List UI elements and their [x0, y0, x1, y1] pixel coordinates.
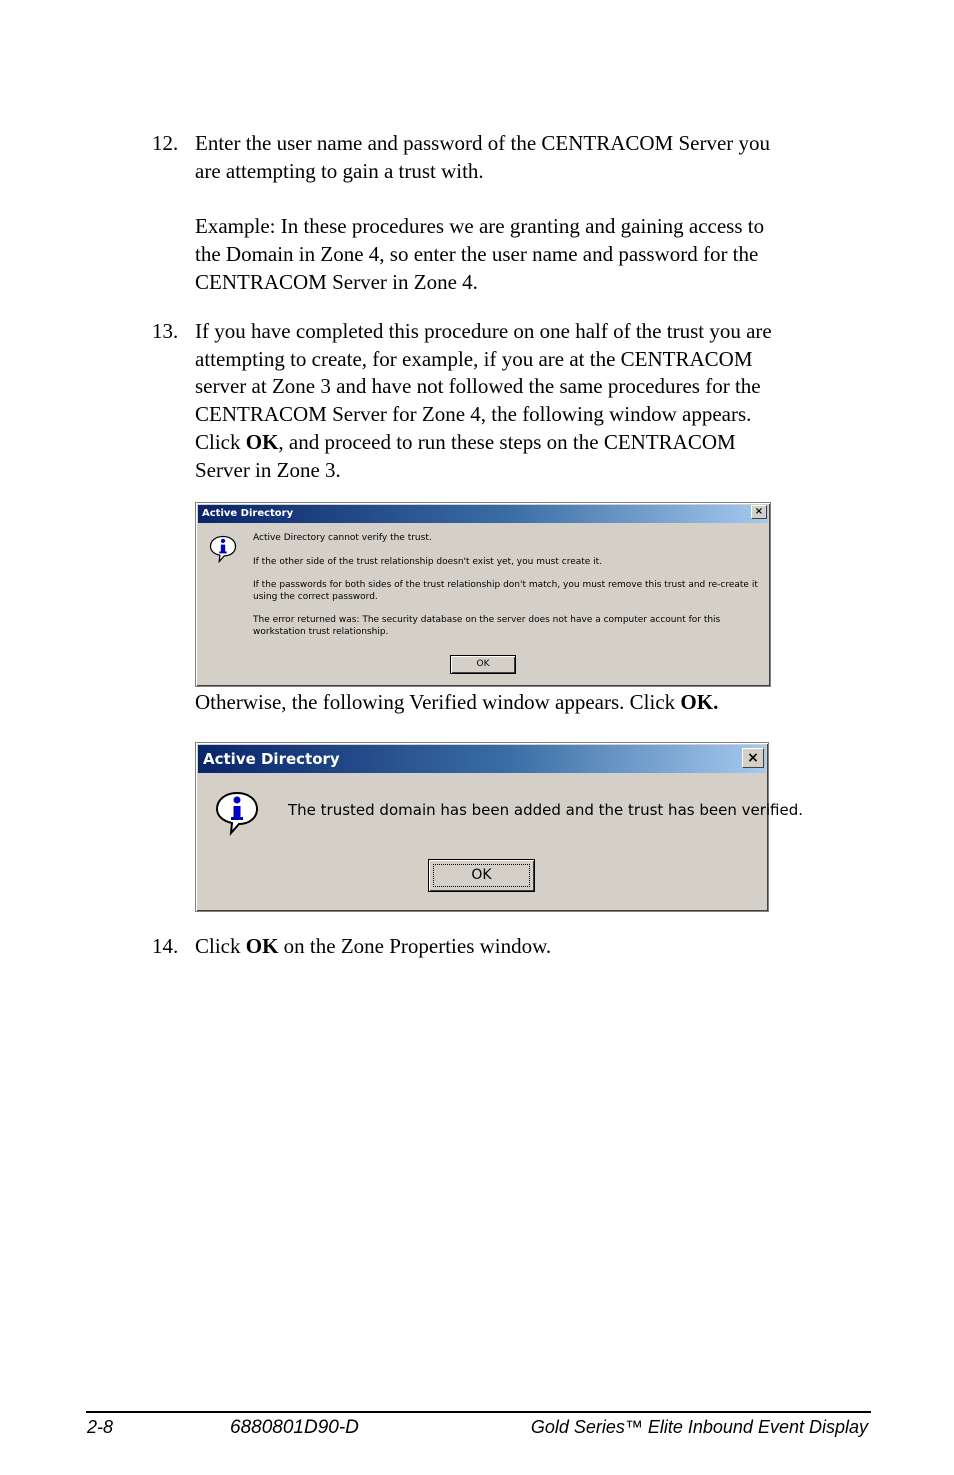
page-number: 2-8 — [87, 1417, 114, 1437]
text: on the Zone Properties window. — [278, 934, 552, 958]
dialog-title: Active Directory — [202, 508, 294, 519]
info-icon — [213, 789, 261, 837]
step-number: 14. — [152, 934, 179, 958]
manual-title: Gold Series™ Elite Inbound Event Display — [530, 1417, 868, 1437]
step-body — [195, 130, 865, 297]
close-button[interactable]: × — [751, 505, 767, 519]
ok-emphasis: OK. — [680, 690, 719, 714]
step-line — [195, 933, 865, 961]
text: Click — [195, 934, 246, 958]
trust-verified-dialog — [195, 742, 804, 912]
footer-rule — [86, 1411, 871, 1413]
ok-button[interactable] — [428, 859, 535, 892]
dialog-titlebar — [198, 505, 768, 523]
ok-emphasis: OK — [245, 934, 279, 958]
dialog-messages — [253, 533, 763, 650]
step-number: 13. — [152, 319, 179, 343]
cannot-verify-dialog — [195, 502, 771, 687]
dialog-message: If the other side of the trust relationship doesn't exist yet, you must create it. — [253, 556, 603, 567]
step-body — [195, 933, 865, 961]
close-button[interactable]: × — [742, 748, 764, 768]
focus-ring — [433, 864, 530, 887]
dialog-message: Active Directory cannot verify the trust. — [253, 533, 432, 543]
dialog-titlebar — [198, 745, 766, 773]
step-number: 12. — [152, 131, 179, 155]
text: Otherwise, the following Verified window appears. Click — [195, 690, 681, 714]
dialog-message: The error returned was: The security database on the server does not have a computer account for this workstation trust relationship. — [253, 615, 721, 637]
ok-emphasis: OK — [245, 429, 279, 454]
otherwise-text — [195, 688, 718, 716]
example-line: CENTRACOM Server in Zone 4. — [195, 269, 478, 294]
info-icon — [208, 534, 238, 564]
step-body — [195, 318, 865, 484]
step-line: If you have completed this procedure on one half of the trust you are — [195, 319, 772, 343]
example-line: Example: In these procedures we are granting and gaining access to — [195, 214, 765, 239]
ok-button[interactable]: OK — [450, 655, 516, 674]
step-line: attempting to create, for example, if you are at the CENTRACOM — [195, 346, 753, 371]
step-line: Server in Zone 3. — [195, 457, 341, 482]
document-number: 6880801D90-D — [230, 1417, 359, 1438]
dialog-message: If the passwords for both sides of the trust relationship don't match, you must remove this trust and re-create it using the correct password. — [253, 580, 758, 602]
step-line: server at Zone 3 and have not followed the same procedures for the — [195, 374, 761, 399]
step-line: CENTRACOM Server for Zone 4, the following window appears. — [195, 402, 752, 427]
ok-label: OK — [471, 867, 492, 883]
dialog-message: The trusted domain has been added and the trust has been verified. — [288, 801, 804, 819]
step-line: are attempting to gain a trust with. — [195, 158, 484, 183]
text: , and proceed to run these steps on the CENTRACOM — [278, 429, 736, 454]
step-line — [195, 429, 865, 457]
step-line: Enter the user name and password of the CENTRACOM Server you — [195, 131, 771, 155]
example-line: the Domain in Zone 4, so enter the user name and password for the — [195, 242, 759, 267]
dialog-title: Active Directory — [203, 750, 340, 768]
text: Click — [195, 429, 246, 454]
